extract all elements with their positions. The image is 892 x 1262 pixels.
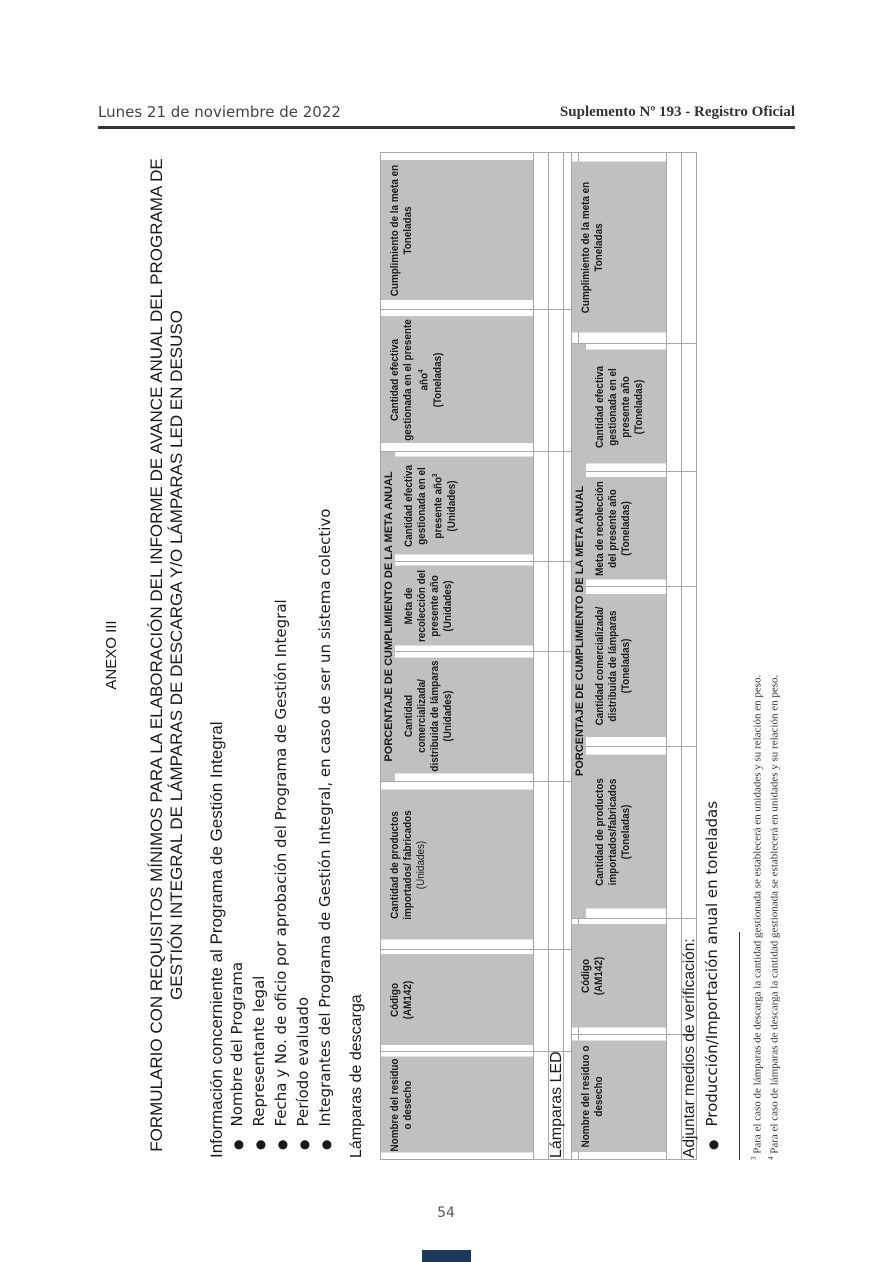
t1-col-imported: Cantidad de productos importados/ fabricados (Unidades) bbox=[381, 790, 534, 941]
t2-col-code: Código (AM142) bbox=[572, 924, 667, 1028]
t1-col-code: Código (AM142) bbox=[381, 955, 534, 1047]
led-lamps-table bbox=[571, 152, 697, 1160]
table-row bbox=[548, 153, 563, 1160]
discharge-lamps-table bbox=[380, 152, 579, 1160]
footnote-4: $^4$ Para el caso de lámparas de descarga la cantidad gestionada se establecerá en unidades y su relación en peso. bbox=[767, 674, 781, 1160]
t1-col-effective-units: Cantidad efectiva gestionada en el presente año$^3$ (Unidades) bbox=[395, 457, 533, 556]
t2-col-distributed: Cantidad comercializada/ distribuida de lámparas (Toneladas) bbox=[586, 595, 666, 739]
verification-heading: Adjuntar medios de verificación: bbox=[681, 938, 698, 1158]
t2-super-header: PORCENTAJE DE CUMPLIMIENTO DE LA META ANUAL bbox=[572, 343, 587, 918]
t1-super-header: PORCENTAJE DE CUMPLIMIENTO DE LA META ANUAL bbox=[381, 452, 396, 782]
page-number: 54 bbox=[437, 1205, 455, 1221]
verification-item: ● Producción/Importación anual en toneladas bbox=[703, 801, 721, 1150]
t1-col-compliance: Cumplimiento de la meta en Toneladas bbox=[381, 160, 534, 301]
form-title bbox=[147, 150, 187, 1160]
page-footer-bar bbox=[422, 1250, 471, 1262]
t1-col-effective-tons: Cantidad efectiva gestionada en el presente año$^4$ (Toneladas) bbox=[381, 317, 534, 445]
info-item-period: ● Período evaluado bbox=[293, 509, 315, 1150]
form-title-line1: FORMULARIO CON REQUISITOS MÍNIMOS PARA LA ELABORACIÓN DEL INFORME DE AVANCE ANUAL DEL PROGRAMA DE bbox=[147, 158, 166, 1152]
info-heading: Información concerniente al Programa de Gestión Integral bbox=[207, 721, 226, 1158]
table-row bbox=[666, 152, 681, 1159]
header-divider bbox=[98, 126, 795, 129]
info-item-program-name: ● Nombre del Programa bbox=[227, 509, 249, 1150]
info-item-members: ● Integrantes del Programa de Gestión Integral, en caso de ser un sistema colectivo bbox=[315, 509, 337, 1150]
table1-heading: Lámparas de descarga bbox=[348, 994, 365, 1158]
info-item-legal-rep: ● Representante legal bbox=[249, 509, 271, 1150]
t1-col-distributed: Cantidad comercializada/ distribuida de lámparas (Unidades) bbox=[395, 658, 533, 775]
header-publication: Suplemento Nº 193 - Registro Oficial bbox=[559, 104, 795, 120]
t2-col-name: Nombre del residuo o desecho bbox=[572, 1041, 667, 1154]
info-list bbox=[227, 509, 337, 1150]
t1-col-goal: Meta de recolección del presente año (Unidades) bbox=[395, 566, 533, 647]
t1-col-name: Nombre del residuo o desecho bbox=[381, 1057, 534, 1154]
rotated-page-content bbox=[95, 150, 795, 1160]
header-date: Lunes 21 de noviembre de 2022 bbox=[98, 103, 341, 121]
footnote-3: $^3$ Para el caso de lámparas de descarga la cantidad gestionada se establecerá en unidades y su relación en peso. bbox=[750, 674, 764, 1160]
t2-col-goal: Meta de recolección del presente año (Toneladas) bbox=[586, 477, 666, 581]
table2-heading: Lámparas LED bbox=[548, 1051, 565, 1158]
info-item-approval: ● Fecha y No. de oficio por aprobación del Programa de Gestión Integral bbox=[271, 509, 293, 1150]
annex-title: ANEXO III bbox=[103, 620, 120, 690]
t2-col-imported: Cantidad de productos importados/fabricados (Toneladas) bbox=[586, 755, 666, 910]
t2-col-effective: Cantidad efectiva gestionada en el presente año (Toneladas) bbox=[586, 350, 666, 465]
t2-col-compliance: Cumplimiento de la meta en Toneladas bbox=[572, 162, 667, 334]
form-title-line2: GESTIÓN INTEGRAL DE LÁMPARAS DE DESCARGA Y/O LÁMPARAS LED EN DESUSO bbox=[167, 310, 186, 1000]
footnote-divider bbox=[739, 932, 740, 1160]
table-row bbox=[533, 153, 548, 1160]
